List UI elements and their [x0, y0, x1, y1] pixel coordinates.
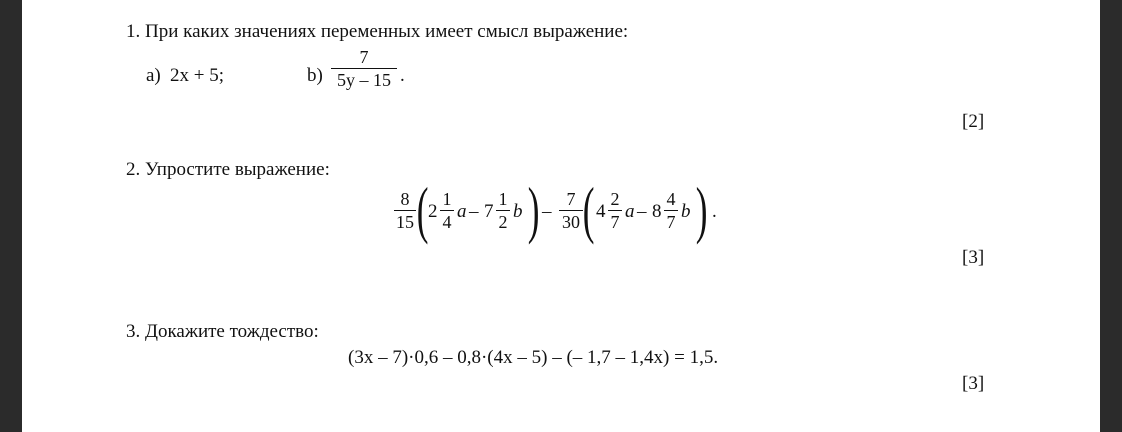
- task2-m2-fraction: 1 2: [496, 190, 510, 231]
- task2-m4-fraction: 4 7: [664, 190, 678, 231]
- task1-fraction-denominator: 5y – 15: [337, 70, 391, 90]
- task1-marks: [2]: [962, 111, 985, 132]
- task2-title: 2. Упростите выражение:: [126, 159, 330, 180]
- document-page: [22, 0, 1100, 432]
- task2-m3-var: a: [625, 201, 635, 222]
- task2-minus-2: –: [542, 201, 552, 222]
- task1-part-b-label: b): [307, 65, 323, 86]
- task2-minus-1: –: [469, 201, 479, 222]
- task2-m1-var: a: [457, 201, 467, 222]
- task2-m1-fraction: 1 4: [440, 190, 454, 231]
- task2-marks: [3]: [962, 247, 985, 268]
- task3-title: 3. Докажите тождество:: [126, 321, 319, 342]
- task2-fraction-8-15: 8 15: [396, 189, 414, 232]
- task2-m4-var: b: [681, 201, 691, 222]
- task2-fraction-7-30: 7 30: [559, 190, 583, 231]
- task2-m1-whole: 2: [428, 201, 438, 222]
- task1-part-a-expr: 2x + 5;: [170, 65, 224, 86]
- task2-m3-fraction: 2 7: [608, 190, 622, 231]
- task3-expression: (3x – 7)·0,6 – 0,8·(4x – 5) – (– 1,7 – 1,4x) = 1,5.: [348, 347, 719, 368]
- task2-end: .: [712, 201, 717, 222]
- task3-marks: [3]: [962, 373, 985, 394]
- task2-minus-3: –: [637, 201, 647, 222]
- task2-paren-close-2: ): [695, 174, 708, 245]
- task2-m4-whole: 8: [652, 201, 662, 222]
- task2-m3-whole: 4: [596, 201, 606, 222]
- task2-m2-whole: 7: [484, 201, 494, 222]
- task1-part-a-label: а): [146, 65, 161, 86]
- task1-fraction-numerator: 7: [359, 47, 369, 67]
- task1-title: 1. При каких значениях переменных имеет смысл выражение:: [126, 21, 629, 42]
- task1-fraction: [331, 48, 397, 89]
- task2-m2-var: b: [513, 201, 523, 222]
- task2-paren-close-1: ): [527, 174, 540, 245]
- task1-end: .: [400, 65, 405, 86]
- task2-paren-open-1: (: [416, 174, 429, 245]
- task2-paren-open-2: (: [582, 174, 595, 245]
